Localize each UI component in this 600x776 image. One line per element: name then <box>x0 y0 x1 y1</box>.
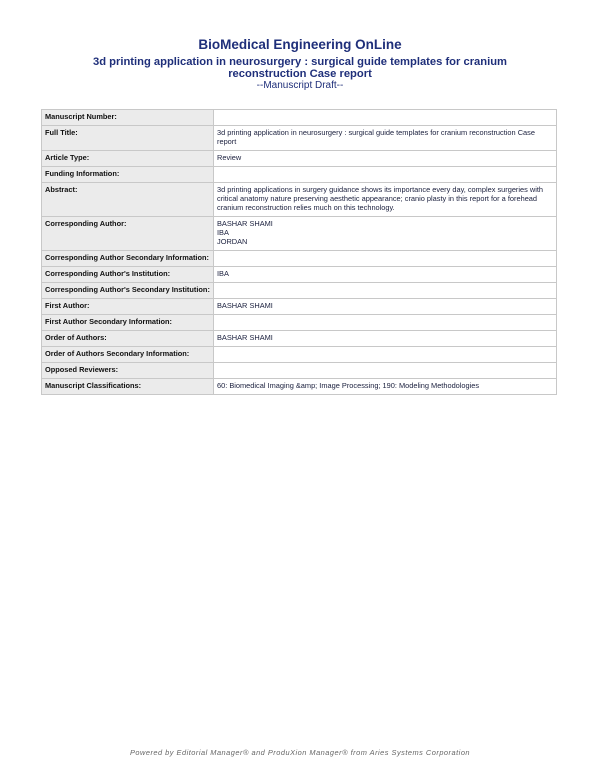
table-row <box>42 110 557 126</box>
row-label: Funding Information: <box>42 167 214 183</box>
row-label: Order of Authors: <box>42 331 214 347</box>
page-footer: Powered by Editorial Manager® and ProduXion Manager® from Aries Systems Corporation <box>129 748 471 757</box>
table-row <box>42 126 557 151</box>
row-label: Opposed Reviewers: <box>42 363 214 379</box>
table-row <box>42 151 557 167</box>
table-row <box>42 267 557 283</box>
table-row <box>42 331 557 347</box>
row-label: Corresponding Author: <box>42 217 214 251</box>
row-label: First Author: <box>42 299 214 315</box>
row-value: Review <box>214 151 557 167</box>
table-row <box>42 167 557 183</box>
table-row <box>42 299 557 315</box>
table-row <box>42 183 557 217</box>
row-label: Order of Authors Secondary Information: <box>42 347 214 363</box>
row-label: Abstract: <box>42 183 214 217</box>
row-label: Corresponding Author Secondary Information: <box>42 251 214 267</box>
row-value <box>214 315 557 331</box>
journal-name: BioMedical Engineering OnLine <box>198 37 402 52</box>
table-row <box>42 315 557 331</box>
table-row <box>42 251 557 267</box>
manuscript-title: 3d printing application in neurosurgery : surgical guide templates for cranium reconstruction Case report <box>92 56 507 80</box>
row-value <box>214 167 557 183</box>
row-value: BASHAR SHAMI <box>214 331 557 347</box>
corresponding-author-value <box>214 217 557 251</box>
draft-label: --Manuscript Draft-- <box>256 80 344 91</box>
abstract-text: 3d printing applications in surgery guidance shows its importance every day, complex surgeries with critical anatomy nature preserving aesthetic appearance; cranio plasty in this report for a forehead cranium reconstruction relies much on this technology. <box>214 183 557 217</box>
row-value <box>214 283 557 299</box>
row-value: 3d printing application in neurosurgery : surgical guide templates for cranium reconstruction Case report <box>214 126 557 151</box>
row-label: Manuscript Number: <box>42 110 214 126</box>
author-institution: IBA <box>217 228 229 237</box>
row-value <box>214 251 557 267</box>
table-row <box>42 379 557 395</box>
row-value: BASHAR SHAMI <box>214 299 557 315</box>
table-row <box>42 217 557 251</box>
row-value <box>214 347 557 363</box>
manuscript-info-table <box>41 109 557 395</box>
author-country: JORDAN <box>217 237 248 246</box>
table-row <box>42 283 557 299</box>
row-label: Corresponding Author's Secondary Institution: <box>42 283 214 299</box>
row-label: Article Type: <box>42 151 214 167</box>
row-label: Full Title: <box>42 126 214 151</box>
row-value <box>214 110 557 126</box>
table-row <box>42 363 557 379</box>
table-row <box>42 347 557 363</box>
author-name: BASHAR SHAMI <box>217 219 273 228</box>
row-label: Corresponding Author's Institution: <box>42 267 214 283</box>
row-value: IBA <box>214 267 557 283</box>
document-header <box>0 37 600 91</box>
row-label: First Author Secondary Information: <box>42 315 214 331</box>
row-label: Manuscript Classifications: <box>42 379 214 395</box>
row-value <box>214 363 557 379</box>
row-value: 60: Biomedical Imaging &amp; Image Processing; 190: Modeling Methodologies <box>214 379 557 395</box>
